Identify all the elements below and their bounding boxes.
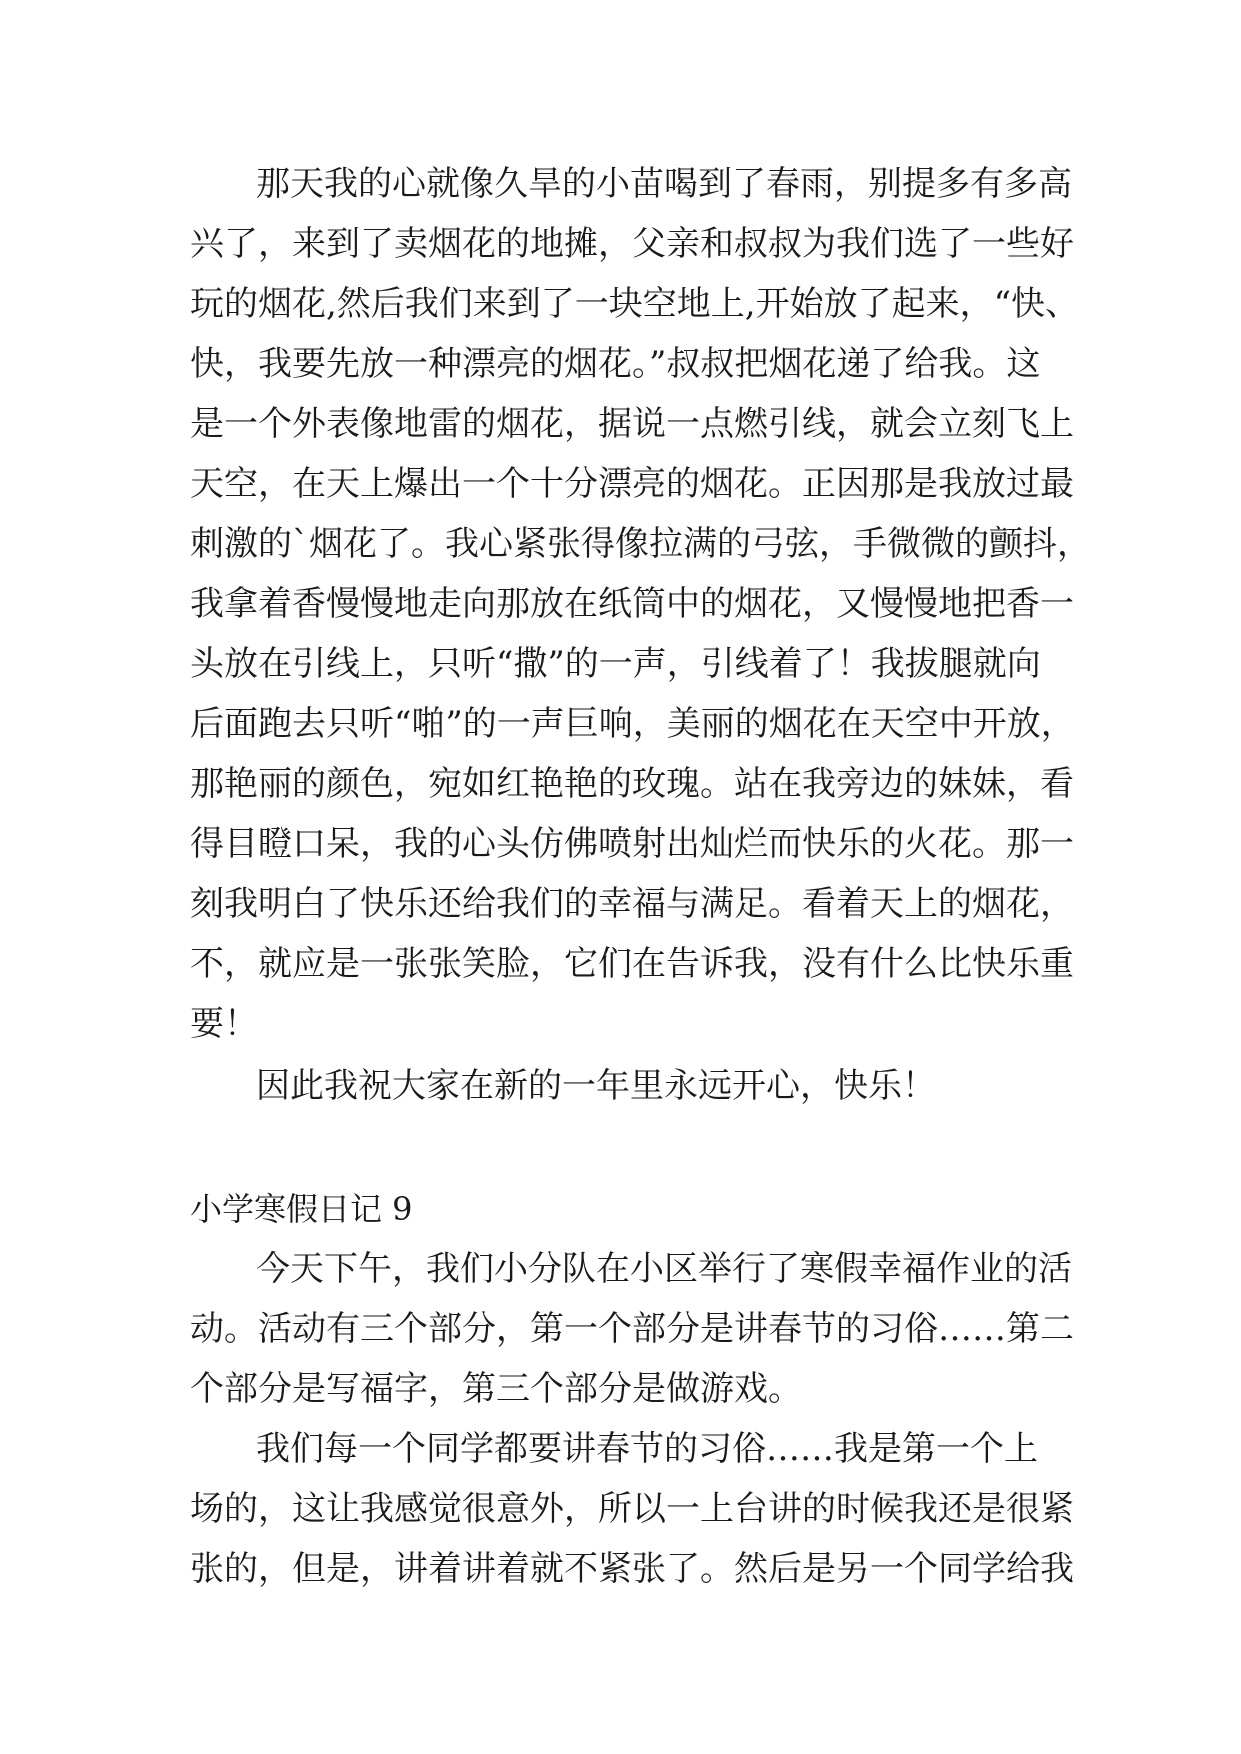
paragraph-1-line: 得目瞪口呆，我的心头仿佛喷射出灿烂而快乐的火花。那一	[190, 824, 1074, 864]
paragraph-3-line: 今天下午，我们小分队在小区举行了寒假幸福作业的活	[256, 1249, 1072, 1289]
paragraph-1-line: 不，就应是一张张笑脸，它们在告诉我，没有什么比快乐重	[190, 944, 1074, 984]
paragraph-1-line: 天空，在天上爆出一个十分漂亮的烟花。正因那是我放过最	[190, 464, 1074, 504]
section-heading: 小学寒假日记 9	[190, 1190, 413, 1228]
paragraph-3-line: 个部分是写福字，第三个部分是做游戏。	[190, 1369, 802, 1409]
paragraph-1-line: 那艳丽的颜色，宛如红艳艳的玫瑰。站在我旁边的妹妹，看	[190, 764, 1074, 804]
paragraph-1-line: 玩的烟花,然后我们来到了一块空地上,开始放了起来，“快、	[190, 284, 1079, 324]
paragraph-2-line: 因此我祝大家在新的一年里永远开心，快乐！	[256, 1066, 936, 1106]
paragraph-1-line: 刻我明白了快乐还给我们的幸福与满足。看着天上的烟花，	[190, 884, 1074, 924]
paragraph-1-line: 刺激的`烟花了。我心紧张得像拉满的弓弦，手微微的颤抖，	[190, 524, 1091, 564]
paragraph-1-line: 是一个外表像地雷的烟花，据说一点燃引线，就会立刻飞上	[190, 404, 1074, 444]
paragraph-3-line: 动。活动有三个部分，第一个部分是讲春节的习俗……第二	[190, 1309, 1074, 1349]
paragraph-1-line: 头放在引线上，只听“撒”的一声，引线着了！我拔腿就向	[190, 644, 1041, 684]
paragraph-4-line: 场的，这让我感觉很意外，所以一上台讲的时候我还是很紧	[190, 1489, 1074, 1529]
paragraph-1-line: 兴了，来到了卖烟花的地摊，父亲和叔叔为我们选了一些好	[190, 224, 1074, 264]
paragraph-1-line: 快，我要先放一种漂亮的烟花。”叔叔把烟花递了给我。这	[190, 344, 1041, 384]
paragraph-4-line: 张的，但是，讲着讲着就不紧张了。然后是另一个同学给我	[190, 1549, 1074, 1589]
paragraph-1-line: 我拿着香慢慢地走向那放在纸筒中的烟花，又慢慢地把香一	[190, 584, 1074, 624]
paragraph-1-line: 要！	[190, 1004, 258, 1044]
paragraph-1-line: 那天我的心就像久旱的小苗喝到了春雨，别提多有多高	[256, 164, 1072, 204]
paragraph-4-line: 我们每一个同学都要讲春节的习俗……我是第一个上	[256, 1429, 1038, 1469]
paragraph-1-line: 后面跑去只听“啪”的一声巨响，美丽的烟花在天空中开放，	[190, 704, 1075, 744]
